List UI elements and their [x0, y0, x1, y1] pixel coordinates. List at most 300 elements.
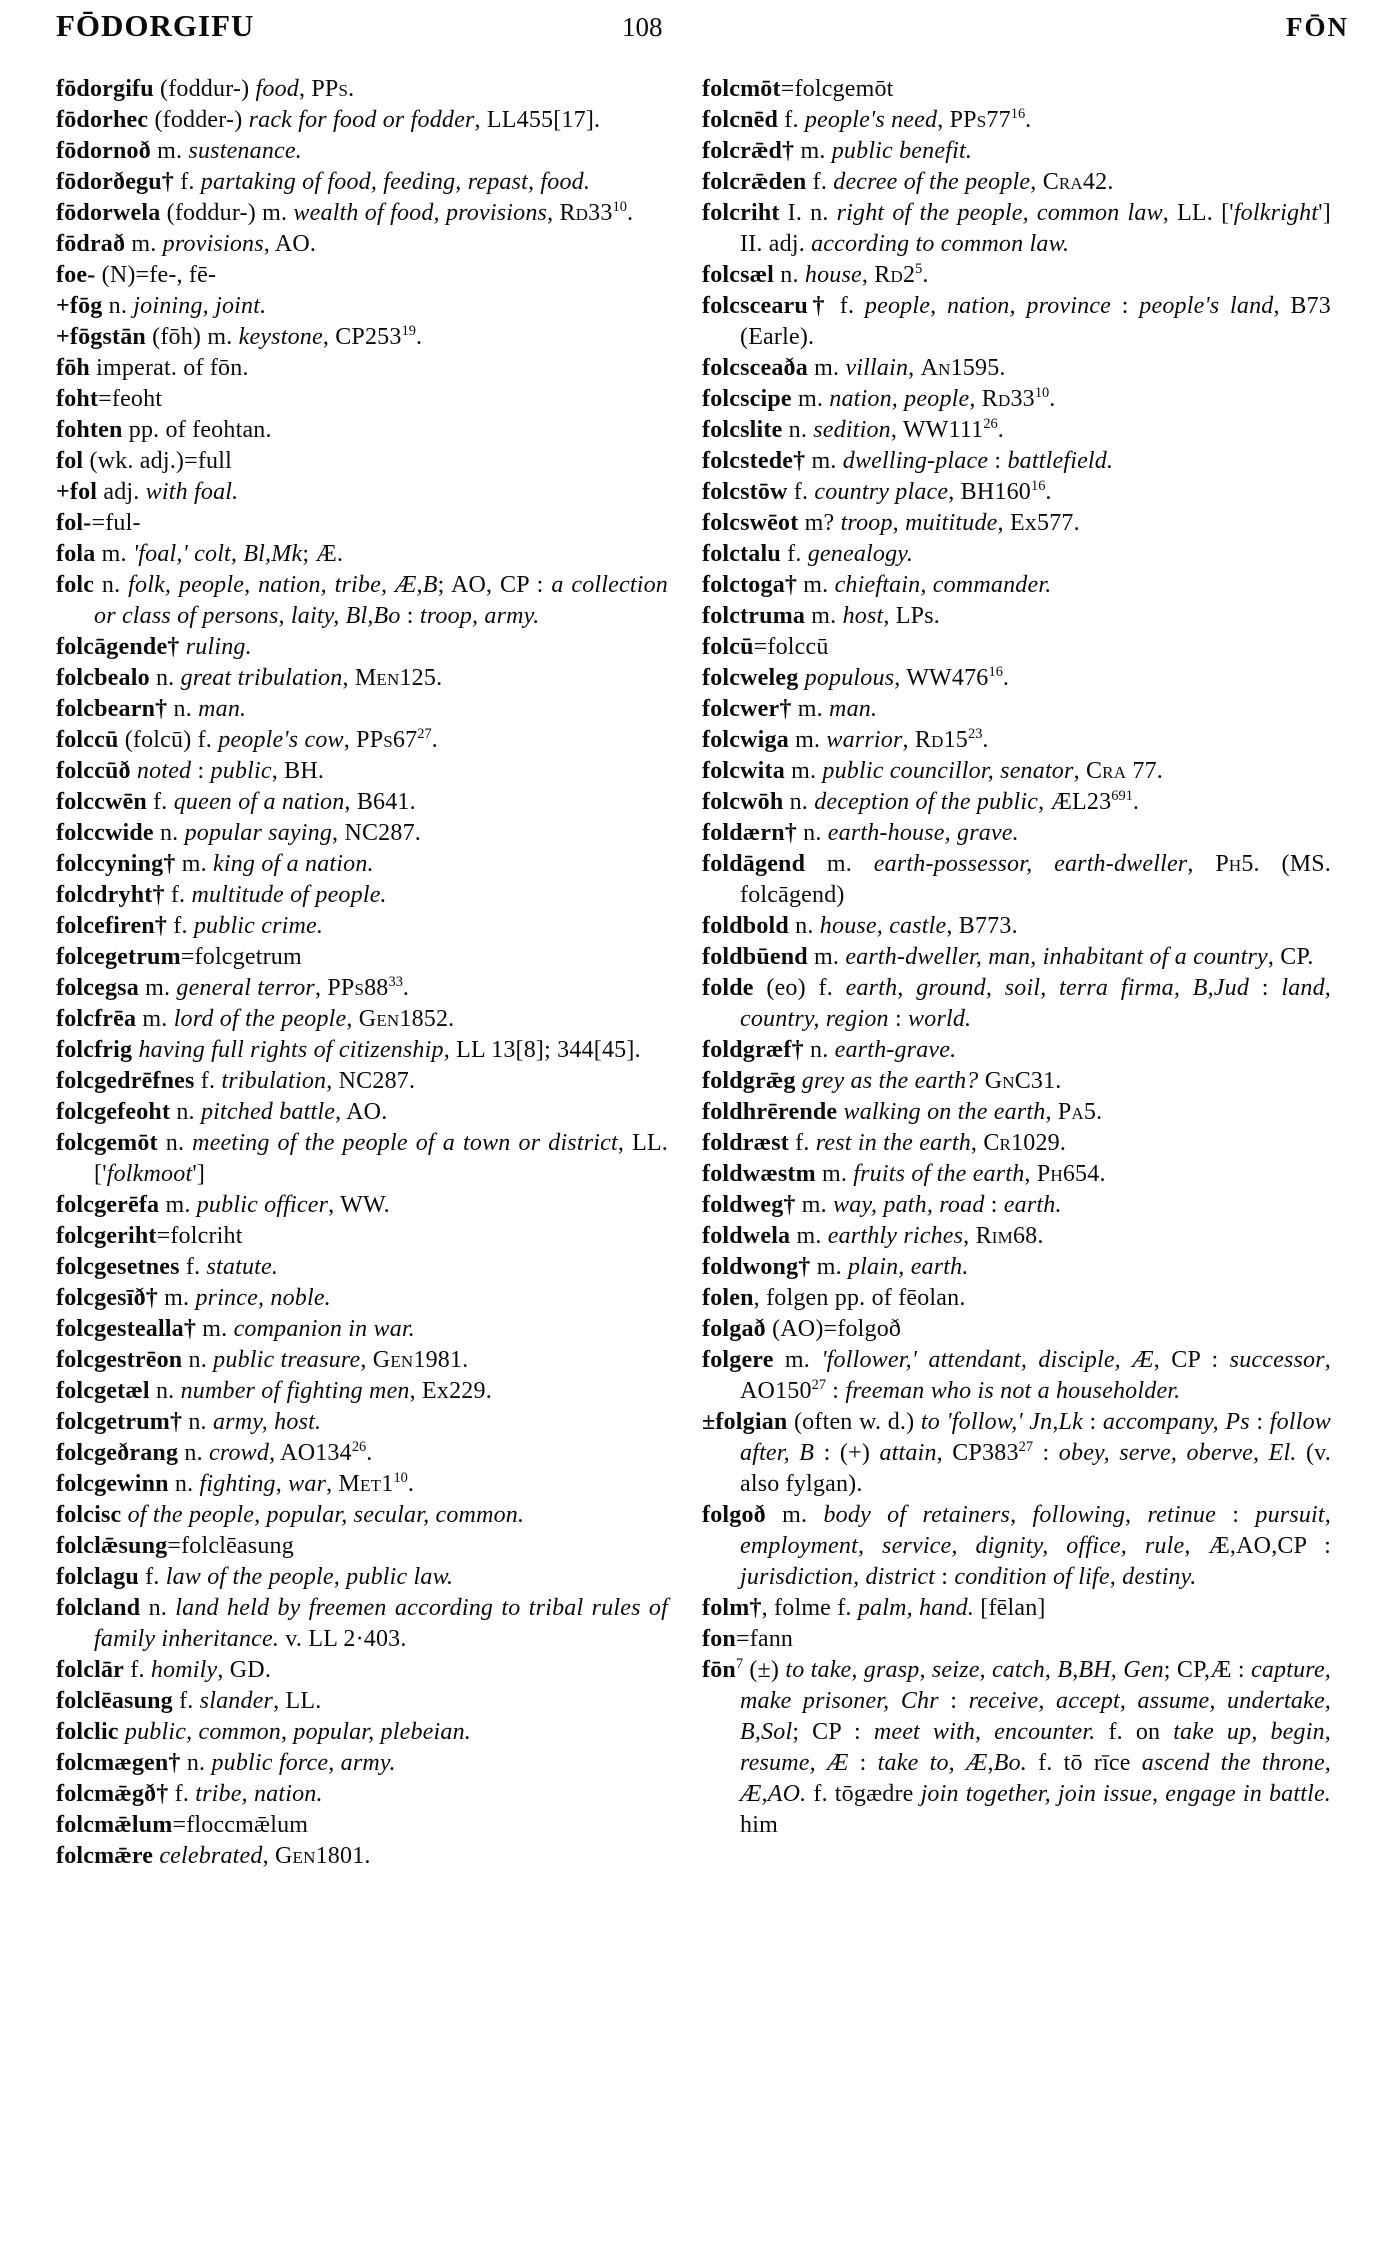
- text-run: accompany, Ps: [1102, 1409, 1250, 1435]
- text-run: m?: [798, 510, 841, 536]
- text-run: ,: [298, 76, 312, 102]
- headword: fol: [56, 448, 84, 474]
- text-run: I. n.: [779, 200, 837, 226]
- text-run: folkright: [1233, 200, 1319, 226]
- headword: folen: [702, 1285, 754, 1311]
- dictionary-entry: [56, 1035, 668, 1066]
- text-run: f.: [164, 882, 192, 908]
- text-run: prince, noble.: [195, 1285, 331, 1311]
- text-run: m.: [765, 1502, 824, 1528]
- text-run: , Æ,AO,CP :: [1184, 1533, 1331, 1559]
- text-run: crowd: [208, 1440, 270, 1466]
- superscript-reference: 33: [388, 974, 403, 990]
- text-run: (AO)=folgoð: [765, 1316, 902, 1342]
- dictionary-entry: [702, 136, 1331, 167]
- dictionary-entry: [702, 1252, 1331, 1283]
- text-run: m.: [150, 138, 189, 164]
- dictionary-entry: [56, 973, 668, 1004]
- headword: +fōg: [56, 293, 103, 319]
- text-run: ,: [861, 262, 875, 288]
- text-run: .: [1025, 107, 1032, 133]
- superscript-reference: 26: [983, 416, 998, 432]
- text-run: 42.: [1082, 169, 1114, 195]
- dictionary-entry: [702, 973, 1331, 1035]
- text-run: food: [255, 76, 299, 102]
- headword: folclǣsung: [56, 1533, 168, 1559]
- headword: foldræst: [702, 1130, 789, 1156]
- text-run: =folclēasung: [167, 1533, 294, 1559]
- text-run: m.: [805, 851, 874, 877]
- text-run: Met: [338, 1471, 382, 1497]
- text-run: .: [431, 727, 438, 753]
- text-run: ; CP :: [792, 1719, 874, 1745]
- text-run: =ful-: [91, 510, 141, 536]
- superscript-reference: 23: [968, 726, 983, 742]
- dictionary-entry: [56, 477, 668, 508]
- dictionary-entry: [702, 756, 1331, 787]
- dictionary-entry: [56, 1593, 668, 1655]
- dictionary-entry: [56, 1314, 668, 1345]
- text-run: (foddur-): [153, 76, 256, 102]
- headword: folcgestrēon: [56, 1347, 183, 1373]
- dictionary-entry: [702, 1407, 1331, 1500]
- dictionary-entry: [56, 322, 668, 353]
- headword: folcgesīð†: [56, 1285, 158, 1311]
- headword: folcland: [56, 1595, 141, 1621]
- text-run: keystone: [238, 324, 323, 350]
- text-run: (foddur-) m.: [160, 200, 294, 226]
- text-run: , folme f.: [761, 1595, 858, 1621]
- dictionary-entry: [56, 849, 668, 880]
- dictionary-entry: [702, 415, 1331, 446]
- dictionary-entry: [56, 1438, 668, 1469]
- header-guideword-right: FŌN: [1286, 12, 1349, 42]
- text-run: country place: [814, 479, 949, 505]
- text-run: .: [366, 1440, 373, 1466]
- dictionary-entry: [702, 1500, 1331, 1593]
- headword: folccū: [56, 727, 119, 753]
- dictionary-entry: [56, 1345, 668, 1376]
- text-run: , AO134: [269, 1440, 352, 1466]
- text-run: f.: [124, 1657, 151, 1683]
- headword: folgoð: [702, 1502, 766, 1528]
- text-run: earth-possessor, earth-dweller: [873, 851, 1188, 877]
- dictionary-entry: [56, 1190, 668, 1221]
- text-run: house, castle: [819, 913, 947, 939]
- text-run: , CP :: [1153, 1347, 1230, 1373]
- text-run: public benefit.: [831, 138, 973, 164]
- headword: fōdrað: [56, 231, 126, 257]
- dictionary-entry: [56, 880, 668, 911]
- text-run: land held by freemen according to tribal rules of family inheritance.: [94, 1595, 668, 1652]
- text-run: walking on the earth: [843, 1099, 1046, 1125]
- text-run: 2: [902, 262, 916, 288]
- text-run: m.: [157, 1285, 196, 1311]
- text-run: 77.: [1126, 758, 1164, 784]
- text-run: 1029.: [1011, 1130, 1067, 1156]
- dictionary-entry: [702, 539, 1331, 570]
- headword: foldgrǣg: [702, 1068, 796, 1094]
- dictionary-entry: [56, 105, 668, 136]
- headword: fōdorwela: [56, 200, 161, 226]
- dictionary-entry: [702, 167, 1331, 198]
- text-run: f.: [194, 1068, 222, 1094]
- dictionary-entry: [56, 1686, 668, 1717]
- dictionary-entry: [702, 477, 1331, 508]
- text-run: troop, muititude: [840, 510, 998, 536]
- text-run: m.: [136, 1006, 174, 1032]
- text-run: popular saying: [184, 820, 333, 846]
- text-run: PPs: [356, 727, 393, 753]
- dictionary-entry: [702, 198, 1331, 260]
- text-run: .: [1045, 479, 1052, 505]
- text-run: n.: [774, 262, 805, 288]
- text-run: follow after, B: [740, 1409, 1331, 1466]
- dictionary-entry: [56, 1376, 668, 1407]
- headword: fōh: [56, 355, 90, 381]
- text-run: Ph: [1215, 851, 1242, 877]
- text-run: m.: [125, 231, 163, 257]
- text-run: , LL455[17].: [474, 107, 601, 133]
- headword: folcwōh: [702, 789, 784, 815]
- headword: folgað: [702, 1316, 766, 1342]
- dictionary-entry: [56, 136, 668, 167]
- text-run: , BH.: [271, 758, 325, 784]
- dictionary-entry: [702, 1624, 1331, 1655]
- text-run: m.: [791, 386, 830, 412]
- headword: folcgemōt: [56, 1130, 158, 1156]
- text-run: earth-dweller, man, inhabitant of a country: [845, 944, 1268, 970]
- text-run: provisions: [162, 231, 264, 257]
- headword: foht: [56, 386, 99, 412]
- text-run: troop, army.: [419, 603, 540, 629]
- text-run: public crime.: [193, 913, 324, 939]
- text-run: house: [804, 262, 862, 288]
- right-column: [702, 74, 1331, 1841]
- text-run: f.: [788, 1130, 816, 1156]
- page-number: 108: [622, 12, 663, 42]
- headword: folcmǣre: [56, 1843, 154, 1869]
- headword: folm†: [702, 1595, 762, 1621]
- text-run: statute.: [206, 1254, 279, 1280]
- text-run: villain: [845, 355, 909, 381]
- dictionary-entry: [56, 260, 668, 291]
- headword: folctalu: [702, 541, 781, 567]
- text-run: meeting of the people of a town or district: [192, 1130, 618, 1156]
- dictionary-entry: [702, 601, 1331, 632]
- dictionary-entry: [702, 1128, 1331, 1159]
- text-run: 1981.: [413, 1347, 469, 1373]
- text-run: receive, accept, assume, undertake, B,Sol: [740, 1688, 1332, 1745]
- dictionary-entry: [56, 1531, 668, 1562]
- text-run: m.: [784, 758, 823, 784]
- dictionary-entry: [56, 1779, 668, 1810]
- text-run: , AO.: [335, 1099, 388, 1125]
- superscript-reference: 7: [735, 1656, 744, 1672]
- text-run: earth-grave.: [834, 1037, 957, 1063]
- text-run: n.: [182, 1347, 214, 1373]
- text-run: right of the people, common law: [836, 200, 1163, 226]
- text-run: grey as the earth?: [801, 1068, 979, 1094]
- text-run: ruling.: [185, 634, 252, 660]
- superscript-reference: 10: [612, 199, 627, 215]
- text-run: people, nation, province: [864, 293, 1112, 319]
- text-run: land, country, region: [740, 975, 1331, 1032]
- superscript-reference: 27: [811, 1377, 827, 1393]
- text-run: f.: [138, 1564, 166, 1590]
- text-run: .: [626, 200, 634, 226]
- text-run: , AO150: [740, 1347, 1331, 1404]
- dictionary-entry: [702, 1097, 1331, 1128]
- text-run: folk, people, nation, tribe, Æ,B: [128, 572, 438, 598]
- text-run: people's cow: [218, 727, 344, 753]
- headword: folccwide: [56, 820, 154, 846]
- text-run: a collection or class of persons, laity, Bl,Bo: [94, 572, 668, 629]
- text-run: =feoht: [98, 386, 163, 412]
- text-run: m.: [159, 1192, 197, 1218]
- text-run: n.: [157, 1130, 193, 1156]
- text-run: according to common law.: [811, 231, 1070, 257]
- text-run: Ph: [1036, 1161, 1063, 1187]
- dictionary-entry: [56, 632, 668, 663]
- text-run: :: [1249, 975, 1282, 1001]
- text-run: rack for food or fodder: [248, 107, 475, 133]
- headword: folcū: [702, 634, 754, 660]
- dictionary-entry: [702, 1035, 1331, 1066]
- headword: folcisc: [56, 1502, 122, 1528]
- text-run: : (+): [814, 1440, 880, 1466]
- text-run: law of the people, public law.: [165, 1564, 454, 1590]
- dictionary-entry: [56, 1252, 668, 1283]
- headword: fōn: [702, 1657, 736, 1683]
- header-guideword-left: FŌDORGIFU: [56, 8, 255, 43]
- text-run: companion in war.: [233, 1316, 415, 1342]
- text-run: public treasure: [213, 1347, 361, 1373]
- text-run: Rd: [914, 727, 944, 753]
- text-run: An: [920, 355, 951, 381]
- dictionary-entry: [702, 911, 1331, 942]
- headword: folcgefeoht: [56, 1099, 171, 1125]
- headword: folcfrig: [56, 1037, 133, 1063]
- text-run: lord of the people: [173, 1006, 347, 1032]
- dictionary-entry: [702, 508, 1331, 539]
- dictionary-entry: [702, 1159, 1331, 1190]
- text-run: nation, people: [829, 386, 970, 412]
- dictionary-entry: [56, 756, 668, 787]
- text-run: , AO.: [263, 231, 317, 257]
- text-run: to 'follow,' Jn,Lk: [920, 1409, 1083, 1435]
- headword: foe-: [56, 262, 96, 288]
- text-run: populous: [804, 665, 895, 691]
- text-run: :: [935, 1564, 955, 1590]
- text-run: (often w. d.): [787, 1409, 921, 1435]
- text-run: 654.: [1062, 1161, 1106, 1187]
- dictionary-entry: [56, 911, 668, 942]
- text-run: jurisdiction, district: [740, 1564, 936, 1590]
- text-run: 1852.: [399, 1006, 455, 1032]
- dictionary-entry: [56, 508, 668, 539]
- text-run: multitude of people.: [191, 882, 387, 908]
- dictionary-entry: [56, 353, 668, 384]
- text-run: n.: [178, 1440, 209, 1466]
- text-run: n.: [168, 1471, 200, 1497]
- text-run: ; AO, CP :: [437, 572, 552, 598]
- dictionary-entry: [56, 1407, 668, 1438]
- headword: folcgeriht: [56, 1223, 157, 1249]
- dictionary-entry: [702, 725, 1331, 756]
- headword: folcmōt: [702, 76, 781, 102]
- text-run: f.: [778, 107, 805, 133]
- dictionary-entry: [56, 942, 668, 973]
- headword: folcwer†: [702, 696, 792, 722]
- text-run: m.: [807, 355, 846, 381]
- headword: folccwēn: [56, 789, 147, 815]
- text-run: deception of the public: [814, 789, 1039, 815]
- text-run: .: [1002, 665, 1010, 691]
- text-run: m.: [95, 541, 133, 567]
- text-run: n.: [149, 665, 181, 691]
- text-run: , Ex229.: [409, 1378, 492, 1404]
- text-run: general terror: [176, 975, 315, 1001]
- dictionary-entry: [702, 105, 1331, 136]
- text-run: , CP.: [1267, 944, 1314, 970]
- headword: folcgeðrang: [56, 1440, 179, 1466]
- text-run: ,: [1187, 851, 1216, 877]
- dictionary-entry: [56, 1717, 668, 1748]
- text-run: 1: [381, 1471, 394, 1497]
- text-run: :: [400, 603, 420, 629]
- text-run: .: [415, 324, 423, 350]
- text-run: tribulation: [221, 1068, 327, 1094]
- text-run: m.: [810, 1254, 848, 1280]
- headword: folcnēd: [702, 107, 779, 133]
- text-run: n.: [803, 1037, 835, 1063]
- text-run: homily: [150, 1657, 218, 1683]
- headword: folgere: [702, 1347, 774, 1373]
- text-run: public officer: [196, 1192, 329, 1218]
- dictionary-entry: [702, 694, 1331, 725]
- dictionary-entry: [56, 1097, 668, 1128]
- dictionary-entry: [56, 1810, 668, 1841]
- text-run: Cr: [983, 1130, 1012, 1156]
- text-run: earth-house, grave.: [827, 820, 1019, 846]
- superscript-reference: 27: [1018, 1439, 1034, 1455]
- text-run: ,: [902, 727, 915, 753]
- text-run: , LL.: [273, 1688, 322, 1714]
- text-run: f.: [168, 1781, 196, 1807]
- text-run: Gen: [358, 1006, 400, 1032]
- text-run: .: [348, 76, 355, 102]
- headword: folcgetæl: [56, 1378, 150, 1404]
- headword: +fōgstān: [56, 324, 146, 350]
- text-run: m.: [138, 975, 177, 1001]
- headword: foldbold: [702, 913, 789, 939]
- headword: foldweg†: [702, 1192, 796, 1218]
- text-run: Cra: [1042, 169, 1083, 195]
- text-run: .: [997, 417, 1004, 443]
- text-run: 88: [364, 975, 389, 1001]
- text-run: v. LL 2·403.: [279, 1626, 407, 1652]
- text-run: ascend the throne, Æ,AO.: [740, 1750, 1331, 1807]
- text-run: ,: [262, 1843, 276, 1869]
- headword: folde: [702, 975, 754, 1001]
- text-run: n.: [140, 1595, 176, 1621]
- superscript-reference: 16: [1031, 478, 1046, 494]
- text-run: 1801.: [315, 1843, 371, 1869]
- headword: folc: [56, 572, 95, 598]
- text-run: 5.: [1083, 1099, 1103, 1125]
- headword: foldwæstm: [702, 1161, 816, 1187]
- text-run: , B641.: [344, 789, 416, 815]
- dictionary-entry: [702, 1283, 1331, 1314]
- text-run: (±): [743, 1657, 786, 1683]
- text-run: ,: [326, 1471, 339, 1497]
- headword: fōdorðegu†: [56, 169, 174, 195]
- text-run: m.: [791, 696, 830, 722]
- text-run: (fodder-): [148, 107, 249, 133]
- headword: folcāgende†: [56, 634, 180, 660]
- dictionary-entry: [56, 1283, 668, 1314]
- text-run: battlefield.: [1007, 448, 1114, 474]
- headword: folcrǣden: [702, 169, 807, 195]
- headword: folcgestealla†: [56, 1316, 197, 1342]
- text-run: freeman who is not a householder.: [845, 1378, 1181, 1404]
- text-run: f.: [829, 293, 865, 319]
- text-run: palm, hand.: [857, 1595, 975, 1621]
- headword: folcmǣlum: [56, 1812, 173, 1838]
- text-run: f.: [780, 541, 808, 567]
- text-run: him: [740, 1812, 778, 1838]
- text-run: public force, army.: [211, 1750, 396, 1776]
- dictionary-entry: [56, 694, 668, 725]
- headword: folclagu: [56, 1564, 139, 1590]
- text-run: imperat. of fōn.: [89, 355, 249, 381]
- text-run: m.: [795, 1192, 834, 1218]
- text-run: f.: [146, 789, 174, 815]
- text-run: ,: [314, 975, 328, 1001]
- dictionary-entry: [56, 384, 668, 415]
- headword: folcmǣgð†: [56, 1781, 169, 1807]
- headword: folclēasung: [56, 1688, 173, 1714]
- text-run: ,: [1024, 1161, 1037, 1187]
- text-run: , CP383: [936, 1440, 1019, 1466]
- headword: ±folgian: [702, 1409, 788, 1435]
- headword: folcweleg: [702, 665, 799, 691]
- text-run: earth.: [1003, 1192, 1062, 1218]
- text-run: ,: [342, 665, 355, 691]
- text-run: .: [402, 975, 410, 1001]
- text-run: slander: [199, 1688, 274, 1714]
- headword: folcmægen†: [56, 1750, 181, 1776]
- text-run: PPs: [327, 975, 365, 1001]
- text-run: =floccmǣlum: [172, 1812, 309, 1838]
- headword: folccyning†: [56, 851, 176, 877]
- text-run: wealth of food, provisions: [293, 200, 548, 226]
- text-run: adj.: [97, 479, 146, 505]
- text-run: 77: [986, 107, 1011, 133]
- text-run: n.: [94, 572, 129, 598]
- text-run: 68.: [1012, 1223, 1044, 1249]
- headword: folcgetrum†: [56, 1409, 183, 1435]
- text-run: [fēlan]: [974, 1595, 1046, 1621]
- superscript-reference: 26: [351, 1439, 367, 1455]
- text-run: condition of life, destiny.: [954, 1564, 1197, 1590]
- text-run: =folcgemōt: [780, 76, 894, 102]
- text-run: f.: [167, 913, 194, 939]
- text-run: n.: [170, 1099, 201, 1125]
- dictionary-entry: [702, 1655, 1331, 1841]
- text-run: m.: [794, 138, 832, 164]
